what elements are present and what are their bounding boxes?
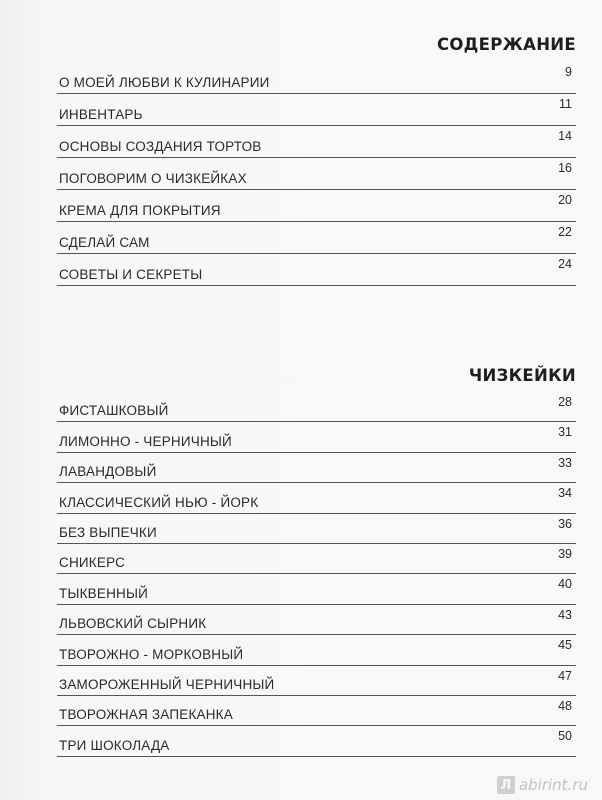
toc-row[interactable]: [57, 190, 576, 222]
contents-section: [57, 33, 576, 286]
watermark-logo-icon: Л: [497, 776, 515, 794]
toc-row[interactable]: [57, 726, 576, 756]
toc-page-number: 28: [558, 395, 572, 409]
toc-label: ПОГОВОРИМ О ЧИЗКЕЙКАХ: [59, 171, 247, 186]
toc-page-number: 45: [558, 638, 572, 653]
toc-label: БЕЗ ВЫПЕЧКИ: [59, 524, 157, 540]
watermark-text: abirint.ru: [518, 776, 588, 794]
toc-label: КРЕМА ДЛЯ ПОКРЫТИЯ: [59, 203, 221, 218]
toc-row[interactable]: [57, 574, 576, 604]
toc-row[interactable]: [57, 666, 576, 696]
toc-label: ИНВЕНТАРЬ: [59, 107, 143, 122]
toc-page-number: 20: [558, 193, 572, 207]
toc-row[interactable]: [57, 94, 576, 126]
toc-list: [57, 392, 576, 757]
toc-row[interactable]: [57, 696, 576, 726]
toc-page-number: 48: [558, 698, 572, 713]
toc-label: ЛЬВОВСКИЙ СЫРНИК: [59, 616, 207, 632]
toc-label: СДЕЛАЙ САМ: [59, 235, 150, 250]
toc-page-number: 39: [558, 546, 572, 561]
toc-list: [57, 62, 576, 286]
watermark: [497, 776, 588, 794]
toc-label: ЛАВАНДОВЫЙ: [59, 464, 157, 480]
section-title: СОДЕРЖАНИЕ: [436, 35, 576, 54]
toc-label: СНИКЕРС: [59, 555, 126, 571]
toc-row[interactable]: [57, 126, 576, 158]
section-title: ЧИЗКЕЙКИ: [468, 366, 576, 385]
toc-row[interactable]: [57, 514, 576, 544]
toc-page-number: 40: [558, 577, 572, 592]
toc-label: ЛИМОННО - ЧЕРНИЧНЫЙ: [59, 433, 232, 449]
toc-label: ЗАМОРОЖЕННЫЙ ЧЕРНИЧНЫЙ: [59, 676, 275, 692]
toc-row[interactable]: [57, 62, 576, 94]
toc-page-number: 47: [558, 668, 572, 683]
toc-row[interactable]: [57, 254, 576, 286]
toc-page-number: 34: [558, 486, 572, 501]
toc-page-number: 14: [558, 129, 572, 143]
toc-label: ТВОРОЖНАЯ ЗАПЕКАНКА: [59, 707, 233, 723]
toc-page-number: 36: [558, 516, 572, 531]
toc-page-number: 24: [558, 257, 572, 271]
toc-row[interactable]: [57, 605, 576, 635]
toc-page-number: 43: [558, 607, 572, 622]
toc-row[interactable]: [57, 158, 576, 190]
toc-label: ФИСТАШКОВЫЙ: [59, 403, 169, 419]
toc-row[interactable]: [57, 392, 576, 422]
toc-page-number: 31: [558, 425, 572, 440]
toc-row[interactable]: [57, 544, 576, 574]
toc-label: ТВОРОЖНО - МОРКОВНЫЙ: [59, 646, 244, 662]
toc-row[interactable]: [57, 422, 576, 452]
toc-row[interactable]: [57, 483, 576, 513]
toc-page-number: 22: [558, 225, 572, 239]
toc-row[interactable]: [57, 453, 576, 483]
toc-label: О МОЕЙ ЛЮБВИ К КУЛИНАРИИ: [59, 75, 270, 90]
toc-row[interactable]: [57, 222, 576, 254]
toc-page-number: 50: [558, 729, 572, 744]
toc-label: СОВЕТЫ И СЕКРЕТЫ: [59, 267, 203, 282]
toc-page-number: 33: [558, 455, 572, 470]
toc-label: ТРИ ШОКОЛАДА: [59, 737, 170, 753]
toc-label: ОСНОВЫ СОЗДАНИЯ ТОРТОВ: [59, 139, 262, 154]
toc-row[interactable]: [57, 635, 576, 665]
toc-label: КЛАССИЧЕСКИЙ НЬЮ - ЙОРК: [59, 494, 259, 510]
cheesecakes-section: [57, 364, 576, 757]
toc-page-number: 16: [558, 161, 572, 175]
toc-page-number: 9: [565, 65, 572, 79]
toc-page-number: 11: [559, 97, 572, 111]
toc-label: ТЫКВЕННЫЙ: [59, 585, 149, 601]
